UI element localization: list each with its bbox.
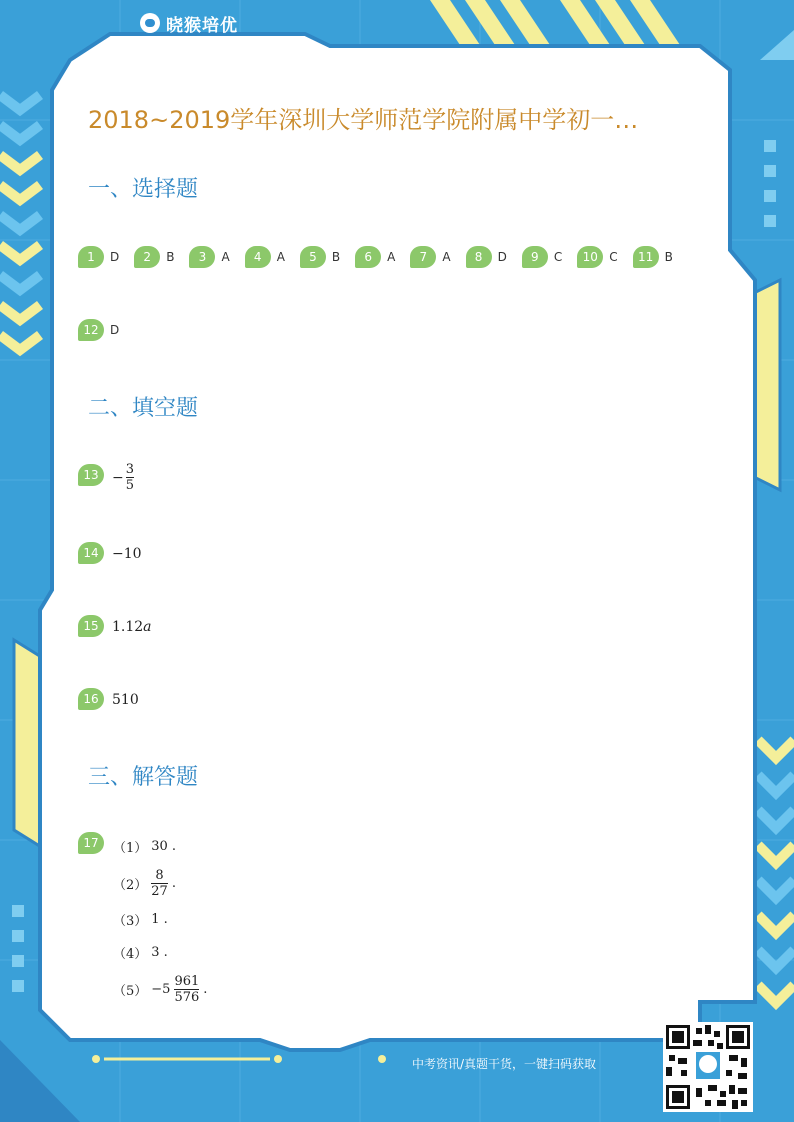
section-heading-choice: 一、选择题 [88,177,199,202]
solution-part-1 [113,830,207,863]
question-number-badge: 14 [78,542,104,564]
choice-answers-row-1 [78,246,673,268]
choice-answer-value: D [110,323,120,337]
question-number-badge: 17 [78,832,104,854]
solution-part-3 [113,903,207,936]
fraction-numerator: 3 [125,462,135,477]
question-number-badge: 6 [355,246,381,268]
fraction-denominator: 27 [151,883,168,899]
question-number-badge: 16 [78,688,104,710]
question-number-badge: 10 [577,246,603,268]
choice-answer-value: A [276,250,285,264]
part-period: . [171,875,176,891]
question-number-badge: 9 [522,246,548,268]
fill-answer-14 [78,542,142,564]
fraction-denominator: 5 [125,478,135,493]
fill-answer-15 [78,615,152,637]
brand-logo-text: 晓猴培优 [166,15,238,36]
part-period: . [203,981,208,997]
answer-value: −10 [112,546,142,562]
choice-answer-12 [78,319,119,341]
footer-promo-text: 中考资讯/真题干货，一键扫码获取 [412,1057,597,1071]
question-number-badge: 8 [466,246,492,268]
choice-answer-11 [633,246,673,268]
choice-answer-3 [189,246,229,268]
choice-answer-value: A [221,250,230,264]
part-period: . [163,912,168,927]
choice-answer-value: C [553,250,563,264]
part-fraction [151,868,168,899]
choice-answer-5 [300,246,340,268]
answer-value: 510 [112,692,139,708]
choice-answer-value: B [166,250,175,264]
choice-answer-value: A [387,250,396,264]
part-value: 1 [151,912,160,927]
question-number-badge: 13 [78,464,104,486]
choice-answer-7 [410,246,450,268]
page-title: 2018~2019学年深圳大学师范学院附属中学初一… [88,106,639,134]
answer-variable: a [143,619,152,635]
answer-value: 1.12 [112,619,144,635]
fraction-denominator: 576 [174,989,200,1005]
choice-answer-4 [245,246,285,268]
question-number-badge: 3 [189,246,215,268]
part-period: . [163,945,168,960]
part-value: 30 [151,839,168,854]
part-label: （3） [113,914,148,929]
part-label: （5） [113,983,148,999]
question-number-badge: 2 [134,246,160,268]
choice-answer-9 [522,246,562,268]
question-number-badge: 11 [633,246,659,268]
solution-part-5 [113,969,207,1009]
choice-answer-value: B [331,250,341,264]
choice-answer-value: C [609,250,618,264]
section-heading-fill: 二、填空题 [88,396,199,421]
part-label: （2） [113,877,148,893]
answer-sign: − [112,469,124,486]
fill-answer-16 [78,688,139,710]
choice-answers-row-2 [78,319,119,341]
choice-answer-value: D [497,250,507,264]
solution-17-parts [113,830,207,1009]
solution-part-4 [113,936,207,969]
part-period: . [171,839,176,854]
choice-answer-10 [577,246,617,268]
qr-code-icon[interactable] [663,1022,753,1112]
choice-answer-8 [466,246,507,268]
solution-answer-17 [78,832,104,854]
part-value: 3 [151,945,160,960]
part-fraction [174,974,199,1005]
part-label: （1） [113,841,148,856]
choice-answer-value: A [442,250,451,264]
solution-part-2 [113,863,207,903]
question-number-badge: 12 [78,319,104,341]
fill-answer-13 [78,464,134,493]
choice-answer-1 [78,246,119,268]
answer-fraction [126,462,134,493]
question-number-badge: 15 [78,615,104,637]
fraction-numerator: 8 [155,867,164,883]
question-number-badge: 1 [78,246,104,268]
mixed-number-whole: −5 [151,981,171,997]
section-heading-answer: 三、解答题 [88,765,199,790]
question-number-badge: 4 [245,246,271,268]
choice-answer-6 [355,246,395,268]
choice-answer-value: D [110,250,120,264]
choice-answer-value: B [664,250,673,264]
choice-answer-2 [134,246,174,268]
question-number-badge: 5 [300,246,326,268]
question-number-badge: 7 [410,246,436,268]
fraction-numerator: 961 [174,973,200,989]
part-label: （4） [113,947,148,962]
